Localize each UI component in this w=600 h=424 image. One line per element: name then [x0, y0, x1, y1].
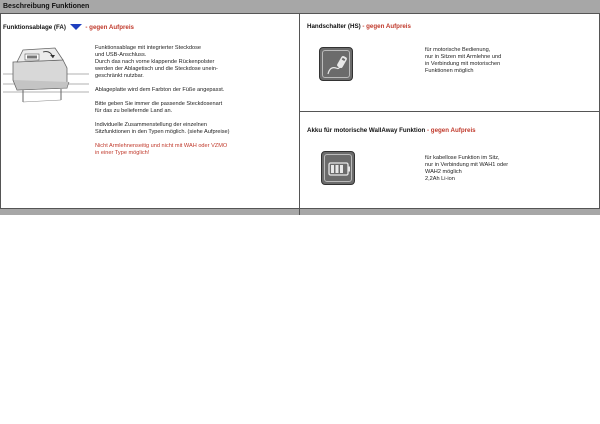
fa-para-3 [95, 101, 295, 115]
hand-switch-icon [319, 47, 353, 81]
fa-warning [95, 143, 295, 157]
fa-title [3, 24, 134, 31]
hs-line: in Verbindung mit motorischen [425, 61, 501, 67]
fa-line: werden der Ablagetisch und die Steckdose unein- [95, 66, 218, 72]
fa-line: Bitte geben Sie immer die passende Steckdosenart [95, 101, 223, 107]
fa-description [95, 45, 295, 164]
section-header: Beschreibung Funktionen [0, 0, 600, 13]
footer-bar [0, 208, 600, 215]
akku-title-text: Akku für motorische WallAway Funktion [307, 127, 426, 134]
fa-para-4 [95, 122, 295, 136]
akku-line: für kabellose Funktion im Sitz, [425, 155, 500, 161]
fa-line: Funktionsablage mit integrierter Steckdose [95, 45, 202, 51]
row-divider [300, 111, 600, 112]
akku-line: WAH2 möglich [425, 169, 462, 175]
fa-para-1 [95, 45, 295, 80]
akku-title [307, 127, 476, 134]
hs-title [307, 23, 411, 30]
hs-price: - gegen Aufpreis [362, 23, 411, 30]
column-divider [299, 13, 300, 215]
hs-line: Funktionen möglich [425, 68, 474, 74]
function-grid [0, 13, 600, 215]
hs-description [425, 47, 595, 75]
fa-warning-line: Nicht Armlehnenseitig und nicht mit WAH oder VZMO [95, 143, 228, 149]
battery-icon [321, 151, 355, 185]
fa-warning-line: in einer Type möglich! [95, 150, 150, 156]
fa-line: Individuelle Zusammenstellung der einzelnen [95, 122, 207, 128]
akku-line: nur in Verbindung mit WAH1 oder [425, 162, 509, 168]
blue-triangle-icon [70, 24, 82, 30]
fa-para-2: Ablageplatte wird dem Farbton der Füße angepasst. [95, 87, 225, 93]
fa-line: geschränkt nutzbar. [95, 73, 144, 79]
hs-line: für motorische Bedienung, [425, 47, 491, 53]
fa-line: und USB-Anschluss. [95, 52, 147, 58]
akku-description [425, 155, 595, 183]
akku-line: 2,2Ah Li-ion [425, 176, 455, 182]
fa-price: - gegen Aufpreis [85, 24, 134, 31]
hs-line: nur in Sitzen mit Armlehne und [425, 54, 502, 60]
fa-title-text: Funktionsablage (FA) [3, 24, 66, 31]
hs-title-text: Handschalter (HS) [307, 23, 361, 30]
fa-line: Durch das nach vorne klappende Rückenpolster [95, 59, 215, 65]
fa-line: Sitzfunktionen in den Typen möglich. (siehe Aufpreise) [95, 129, 230, 135]
sofa-module-illustration [3, 40, 89, 106]
footer-divider [299, 208, 300, 215]
fa-line: für das zu beliefernde Land an. [95, 108, 173, 114]
akku-price: - gegen Aufpreis [427, 127, 476, 134]
